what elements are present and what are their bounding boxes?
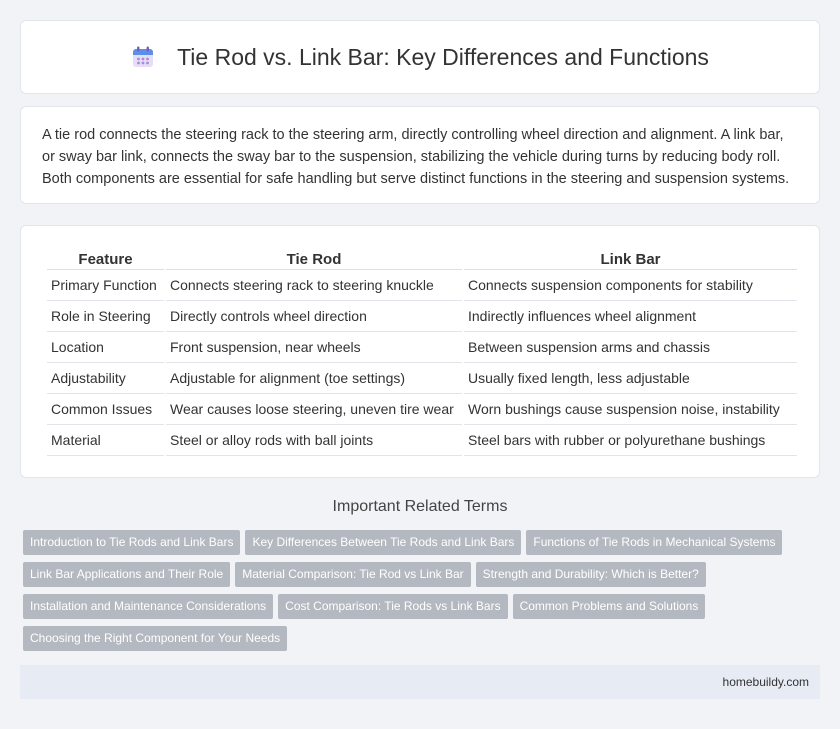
- table-header-row: [47, 246, 797, 270]
- table-cell: Between suspension arms and chassis: [464, 332, 797, 363]
- table-cell: Directly controls wheel direction: [166, 301, 462, 332]
- table-cell: Connects suspension components for stability: [464, 270, 797, 301]
- table-cell: Connects steering rack to steering knuckle: [166, 270, 462, 301]
- table-cell: Location: [47, 332, 164, 363]
- comparison-table-card: [20, 225, 820, 478]
- table-row: [47, 363, 797, 394]
- column-header: Feature: [47, 246, 164, 270]
- table-cell: Primary Function: [47, 270, 164, 301]
- header-card: [20, 20, 820, 94]
- column-header: Link Bar: [464, 246, 797, 270]
- related-term-link[interactable]: Material Comparison: Tie Rod vs Link Bar: [235, 562, 470, 587]
- footer-site-link[interactable]: homebuildy.com: [722, 675, 809, 689]
- intro-text: A tie rod connects the steering rack to the steering arm, directly controlling wheel direction and alignment. A link bar, or sway bar link, connects the sway bar to the suspension, stabilizing the vehicle during turns by reducing body roll. Both components are essential for safe handling but serve distinct functions in the steering and suspension systems.: [42, 127, 790, 187]
- table-cell: Steel or alloy rods with ball joints: [166, 425, 462, 456]
- table-cell: Usually fixed length, less adjustable: [464, 363, 797, 394]
- footer: [20, 665, 820, 699]
- comparison-table: [45, 246, 799, 456]
- table-cell: Adjustable for alignment (toe settings): [166, 363, 462, 394]
- related-term-link[interactable]: Strength and Durability: Which is Better?: [476, 562, 706, 587]
- related-terms-list: [23, 530, 813, 658]
- table-cell: Role in Steering: [47, 301, 164, 332]
- related-term-link[interactable]: Introduction to Tie Rods and Link Bars: [23, 530, 240, 555]
- table-cell: Common Issues: [47, 394, 164, 425]
- table-cell: Steel bars with rubber or polyurethane bushings: [464, 425, 797, 456]
- page-title: Tie Rod vs. Link Bar: Key Differences and Functions: [177, 43, 709, 70]
- table-row: [47, 301, 797, 332]
- related-terms-heading: Important Related Terms: [332, 498, 508, 515]
- table-row: [47, 270, 797, 301]
- table-cell: Material: [47, 425, 164, 456]
- related-term-link[interactable]: Cost Comparison: Tie Rods vs Link Bars: [278, 594, 507, 619]
- intro-card: [20, 106, 820, 204]
- table-cell: Worn bushings cause suspension noise, instability: [464, 394, 797, 425]
- related-term-link[interactable]: Installation and Maintenance Considerations: [23, 594, 273, 619]
- table-row: [47, 425, 797, 456]
- table-cell: Wear causes loose steering, uneven tire wear: [166, 394, 462, 425]
- column-header: Tie Rod: [166, 246, 462, 270]
- table-cell: Indirectly influences wheel alignment: [464, 301, 797, 332]
- table-cell: Front suspension, near wheels: [166, 332, 462, 363]
- related-term-link[interactable]: Link Bar Applications and Their Role: [23, 562, 230, 587]
- calendar-icon: [131, 45, 155, 69]
- related-term-link[interactable]: Choosing the Right Component for Your Needs: [23, 626, 287, 651]
- table-row: [47, 332, 797, 363]
- related-term-link[interactable]: Common Problems and Solutions: [513, 594, 706, 619]
- table-row: [47, 394, 797, 425]
- table-cell: Adjustability: [47, 363, 164, 394]
- related-term-link[interactable]: Functions of Tie Rods in Mechanical Systems: [526, 530, 782, 555]
- related-term-link[interactable]: Key Differences Between Tie Rods and Link Bars: [245, 530, 521, 555]
